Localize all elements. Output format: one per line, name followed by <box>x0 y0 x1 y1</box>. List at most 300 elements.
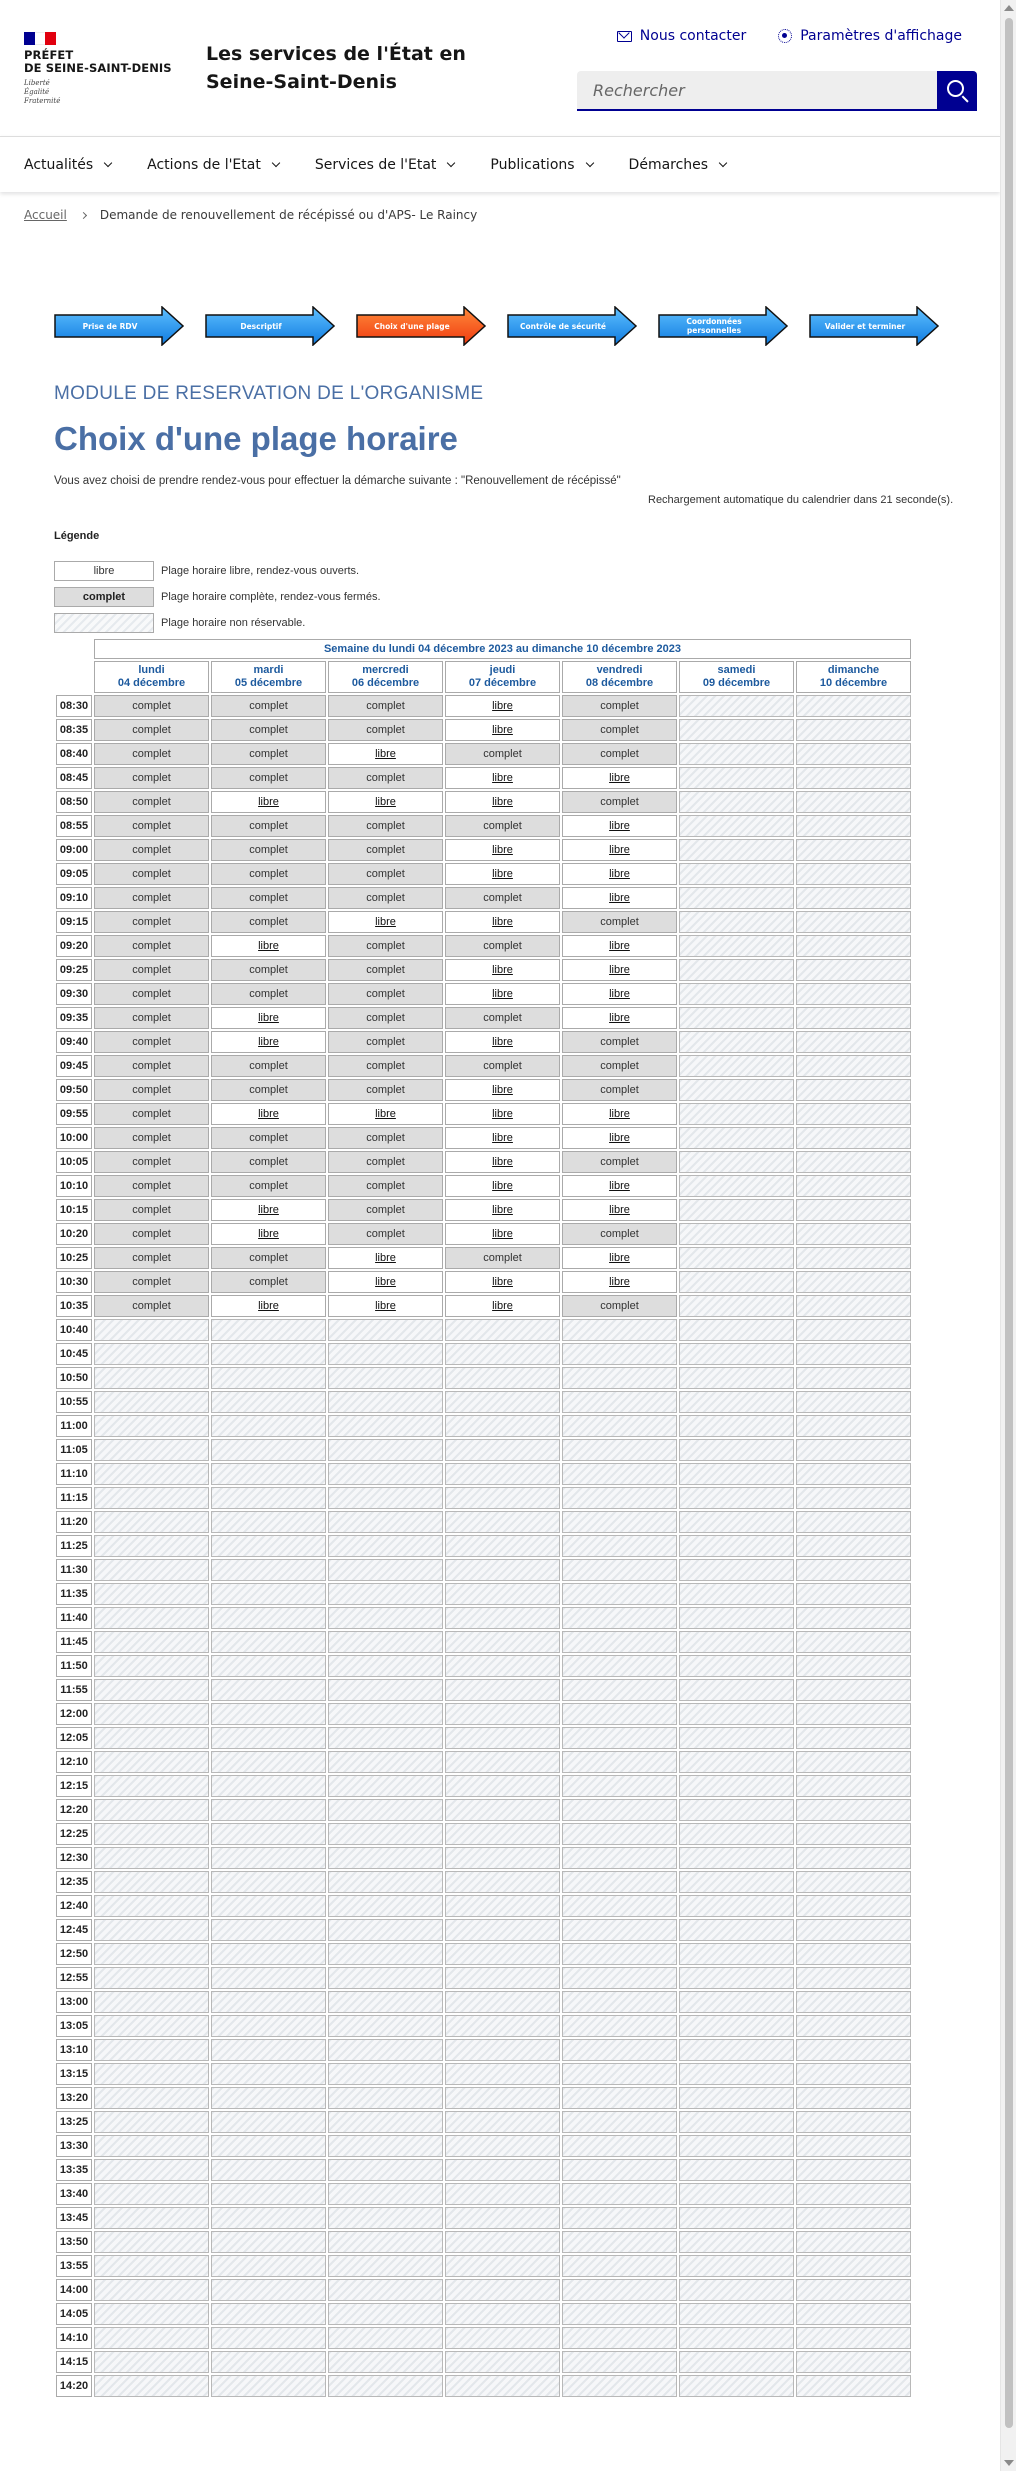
day-header <box>328 661 443 693</box>
search-button[interactable] <box>937 71 977 111</box>
slot-unavailable <box>328 2279 443 2301</box>
slot-unavailable <box>94 1991 209 2013</box>
slot-unavailable <box>562 1583 677 1605</box>
nav-item-actualites[interactable]: Actualités <box>24 157 111 173</box>
slot-full: complet <box>445 935 560 957</box>
slot-unavailable <box>211 1391 326 1413</box>
slot-unavailable <box>796 1943 911 1965</box>
calendar-row <box>56 1199 911 1221</box>
book-slot-link[interactable]: libre <box>258 940 279 952</box>
slot-unavailable <box>328 1823 443 1845</box>
calendar-row <box>56 1391 911 1413</box>
book-slot-link[interactable]: libre <box>492 868 513 880</box>
slot-free[interactable] <box>562 983 677 1005</box>
slot-unavailable <box>211 2207 326 2229</box>
book-slot-link[interactable]: libre <box>492 1132 513 1144</box>
slot-time: 10:15 <box>56 1199 92 1221</box>
calendar-row <box>56 2351 911 2373</box>
calendar-row <box>56 2303 911 2325</box>
book-slot-link[interactable]: libre <box>609 892 630 904</box>
slot-unavailable <box>679 2255 794 2277</box>
slot-unavailable <box>796 2135 911 2157</box>
slot-time: 08:30 <box>56 695 92 717</box>
slot-free[interactable] <box>445 695 560 717</box>
slot-unavailable <box>562 1319 677 1341</box>
vertical-scrollbar[interactable] <box>1000 0 1016 2471</box>
slot-unavailable <box>679 983 794 1005</box>
slot-free[interactable] <box>445 1079 560 1101</box>
slot-free[interactable] <box>562 935 677 957</box>
slot-unavailable <box>211 2039 326 2061</box>
slot-full: complet <box>562 719 677 741</box>
slot-unavailable <box>796 719 911 741</box>
book-slot-link[interactable]: libre <box>609 1132 630 1144</box>
step-label: Descriptif <box>240 321 282 331</box>
slot-time: 14:05 <box>56 2303 92 2325</box>
slot-free[interactable] <box>562 1103 677 1125</box>
book-slot-link[interactable]: libre <box>492 916 513 928</box>
slot-unavailable <box>679 1919 794 1941</box>
slot-unavailable <box>445 1919 560 1941</box>
book-slot-link[interactable]: libre <box>375 1276 396 1288</box>
slot-unavailable <box>211 1799 326 1821</box>
search-input[interactable] <box>577 71 937 111</box>
book-slot-link[interactable]: libre <box>609 940 630 952</box>
breadcrumb <box>24 208 477 222</box>
nav-item-services[interactable]: Services de l'Etat <box>315 157 455 173</box>
calendar-row <box>56 1463 911 1485</box>
slot-unavailable <box>562 2087 677 2109</box>
book-slot-link[interactable]: libre <box>609 1012 630 1024</box>
calendar-row <box>56 1079 911 1101</box>
slot-time: 09:10 <box>56 887 92 909</box>
calendar-row <box>56 1103 911 1125</box>
calendar-row <box>56 1799 911 1821</box>
slot-unavailable <box>328 1511 443 1533</box>
slot-unavailable <box>679 1679 794 1701</box>
slot-free[interactable] <box>445 1199 560 1221</box>
slot-free[interactable] <box>328 1271 443 1293</box>
book-slot-link[interactable]: libre <box>492 724 513 736</box>
slot-free[interactable] <box>562 815 677 837</box>
slot-unavailable <box>94 2231 209 2253</box>
slot-free[interactable] <box>211 1223 326 1245</box>
slot-free[interactable] <box>562 1199 677 1221</box>
slot-unavailable <box>445 2159 560 2181</box>
slot-free[interactable] <box>562 839 677 861</box>
slot-unavailable <box>211 1751 326 1773</box>
slot-time: 13:25 <box>56 2111 92 2133</box>
slot-unavailable <box>94 2111 209 2133</box>
slot-free[interactable] <box>562 887 677 909</box>
slot-unavailable <box>445 2111 560 2133</box>
book-slot-link[interactable]: libre <box>258 1036 279 1048</box>
slot-unavailable <box>562 1775 677 1797</box>
slot-unavailable <box>445 1631 560 1653</box>
slot-unavailable <box>679 1391 794 1413</box>
slot-full: complet <box>94 1031 209 1053</box>
slot-unavailable <box>328 1343 443 1365</box>
book-slot-link[interactable]: libre <box>258 1204 279 1216</box>
book-slot-link[interactable]: libre <box>492 1036 513 1048</box>
book-slot-link[interactable]: libre <box>375 916 396 928</box>
slot-unavailable <box>562 1367 677 1389</box>
slot-unavailable <box>445 2351 560 2373</box>
slot-unavailable <box>679 2063 794 2085</box>
slot-free[interactable] <box>562 1271 677 1293</box>
slot-free[interactable] <box>211 1295 326 1317</box>
slot-unavailable <box>328 2303 443 2325</box>
slot-full: complet <box>94 1199 209 1221</box>
slot-free[interactable] <box>445 767 560 789</box>
slot-time: 10:00 <box>56 1127 92 1149</box>
slot-free[interactable] <box>328 1247 443 1269</box>
slot-unavailable <box>445 1487 560 1509</box>
slot-free[interactable] <box>445 1223 560 1245</box>
slot-free[interactable] <box>445 911 560 933</box>
slot-free[interactable] <box>328 911 443 933</box>
slot-unavailable <box>328 1679 443 1701</box>
slot-free[interactable] <box>211 791 326 813</box>
book-slot-link[interactable]: libre <box>609 1252 630 1264</box>
slot-unavailable <box>679 1847 794 1869</box>
scroll-up-icon[interactable] <box>1004 5 1014 11</box>
slot-time: 13:10 <box>56 2039 92 2061</box>
book-slot-link[interactable]: libre <box>609 1276 630 1288</box>
slot-free[interactable] <box>445 791 560 813</box>
book-slot-link[interactable]: libre <box>609 964 630 976</box>
slot-free[interactable] <box>211 1031 326 1053</box>
scroll-down-icon[interactable] <box>1004 2460 1014 2466</box>
calendar-row <box>56 935 911 957</box>
slot-unavailable <box>445 1655 560 1677</box>
slot-free[interactable] <box>211 935 326 957</box>
site-title[interactable]: Les services de l'État en Seine-Saint-Denis <box>206 43 466 93</box>
calendar-row <box>56 2375 911 2397</box>
calendar-row <box>56 1967 911 1989</box>
slot-unavailable <box>94 2039 209 2061</box>
slot-free[interactable] <box>445 863 560 885</box>
slot-full: complet <box>328 1007 443 1029</box>
book-slot-link[interactable]: libre <box>492 1300 513 1312</box>
book-slot-link[interactable]: libre <box>375 748 396 760</box>
slot-unavailable <box>94 2135 209 2157</box>
slot-free[interactable] <box>562 767 677 789</box>
slot-unavailable <box>679 1607 794 1629</box>
slot-free[interactable] <box>328 791 443 813</box>
slot-unavailable <box>94 1847 209 1869</box>
slot-unavailable <box>445 1367 560 1389</box>
book-slot-link[interactable]: libre <box>258 1228 279 1240</box>
slot-free[interactable] <box>562 1247 677 1269</box>
slot-unavailable <box>94 2375 209 2397</box>
slot-full: complet <box>211 743 326 765</box>
book-slot-link[interactable]: libre <box>492 1156 513 1168</box>
step-4 <box>507 306 637 346</box>
slot-unavailable <box>796 839 911 861</box>
slot-unavailable <box>796 1967 911 1989</box>
slot-full: complet <box>328 1031 443 1053</box>
breadcrumb-home-link[interactable]: Accueil <box>24 208 67 222</box>
book-slot-link[interactable]: libre <box>492 1276 513 1288</box>
slot-unavailable <box>328 2327 443 2349</box>
book-slot-link[interactable]: libre <box>492 700 513 712</box>
slot-unavailable <box>94 1439 209 1461</box>
slot-unavailable <box>679 2231 794 2253</box>
slot-free[interactable] <box>445 1127 560 1149</box>
slot-free[interactable] <box>445 1271 560 1293</box>
slot-time: 14:20 <box>56 2375 92 2397</box>
slot-unavailable <box>445 2231 560 2253</box>
slot-unavailable <box>94 1631 209 1653</box>
chevron-right-icon <box>80 211 87 218</box>
legend-full-text: Plage horaire complète, rendez-vous fermés. <box>161 591 381 603</box>
slot-unavailable <box>679 1943 794 1965</box>
book-slot-link[interactable]: libre <box>609 1108 630 1120</box>
slot-time: 13:35 <box>56 2159 92 2181</box>
breadcrumb-current: Demande de renouvellement de récépissé ou d'APS- Le Raincy <box>99 208 478 222</box>
slot-full: complet <box>328 983 443 1005</box>
slot-unavailable <box>328 1439 443 1461</box>
slot-full: complet <box>328 1175 443 1197</box>
slot-unavailable <box>796 2255 911 2277</box>
calendar-row <box>56 1847 911 1869</box>
slot-free[interactable] <box>328 1295 443 1317</box>
slot-unavailable <box>679 1511 794 1533</box>
book-slot-link[interactable]: libre <box>258 1012 279 1024</box>
slot-unavailable <box>796 1175 911 1197</box>
slot-full: complet <box>211 767 326 789</box>
slot-full: complet <box>562 743 677 765</box>
slot-time: 09:50 <box>56 1079 92 1101</box>
slot-time: 11:35 <box>56 1583 92 1605</box>
book-slot-link[interactable]: libre <box>609 844 630 856</box>
slot-unavailable <box>328 1319 443 1341</box>
book-slot-link[interactable]: libre <box>492 844 513 856</box>
slot-unavailable <box>445 1967 560 1989</box>
calendar-row <box>56 1007 911 1029</box>
slot-unavailable <box>796 1679 911 1701</box>
slot-unavailable <box>679 1079 794 1101</box>
slot-unavailable <box>211 2303 326 2325</box>
slot-unavailable <box>796 1487 911 1509</box>
slot-unavailable <box>211 1847 326 1869</box>
calendar-row <box>56 1175 911 1197</box>
slot-unavailable <box>796 2111 911 2133</box>
book-slot-link[interactable]: libre <box>492 964 513 976</box>
book-slot-link[interactable]: libre <box>609 1204 630 1216</box>
slot-free[interactable] <box>445 959 560 981</box>
slot-unavailable <box>679 1151 794 1173</box>
slot-free[interactable] <box>328 1103 443 1125</box>
slot-unavailable <box>562 1343 677 1365</box>
slot-time: 13:05 <box>56 2015 92 2037</box>
slot-free[interactable] <box>562 863 677 885</box>
slot-unavailable <box>562 1607 677 1629</box>
scrollbar-thumb[interactable] <box>1005 18 1013 2428</box>
book-slot-link[interactable]: libre <box>492 988 513 1000</box>
booking-calendar <box>54 637 913 2399</box>
day-date: 04 décembre <box>117 677 186 689</box>
display-settings-link[interactable]: Paramètres d'affichage <box>778 28 962 44</box>
slot-unavailable <box>328 2015 443 2037</box>
calendar-row <box>56 1319 911 1341</box>
slot-full: complet <box>94 1247 209 1269</box>
slot-full: complet <box>211 719 326 741</box>
book-slot-link[interactable]: libre <box>492 1180 513 1192</box>
contact-link[interactable]: Nous contacter <box>617 28 746 44</box>
slot-free[interactable] <box>562 1127 677 1149</box>
slot-time: 12:25 <box>56 1823 92 1845</box>
slot-free[interactable] <box>445 719 560 741</box>
book-slot-link[interactable]: libre <box>609 868 630 880</box>
slot-unavailable <box>211 1919 326 1941</box>
slot-unavailable <box>445 2279 560 2301</box>
slot-unavailable <box>211 1943 326 1965</box>
slot-unavailable <box>562 1967 677 1989</box>
slot-unavailable <box>445 1799 560 1821</box>
calendar-row <box>56 1991 911 2013</box>
slot-unavailable <box>562 1463 677 1485</box>
slot-unavailable <box>679 1415 794 1437</box>
slot-time: 09:00 <box>56 839 92 861</box>
calendar-row <box>56 2087 911 2109</box>
slot-unavailable <box>94 1871 209 1893</box>
book-slot-link[interactable]: libre <box>375 1108 396 1120</box>
book-slot-link[interactable]: libre <box>375 1252 396 1264</box>
book-slot-link[interactable]: libre <box>492 772 513 784</box>
slot-free[interactable] <box>445 1151 560 1173</box>
book-slot-link[interactable]: libre <box>492 1228 513 1240</box>
slot-time: 12:10 <box>56 1751 92 1773</box>
slot-full: complet <box>445 743 560 765</box>
slot-free[interactable] <box>445 1175 560 1197</box>
slot-full: complet <box>445 887 560 909</box>
slot-free[interactable] <box>211 1007 326 1029</box>
slot-unavailable <box>562 2135 677 2157</box>
slot-unavailable <box>679 2159 794 2181</box>
slot-unavailable <box>796 1535 911 1557</box>
slot-unavailable <box>211 1415 326 1437</box>
book-slot-link[interactable]: libre <box>492 796 513 808</box>
book-slot-link[interactable]: libre <box>609 988 630 1000</box>
slot-time: 10:30 <box>56 1271 92 1293</box>
slot-unavailable <box>211 2351 326 2373</box>
slot-free[interactable] <box>445 839 560 861</box>
slot-time: 11:25 <box>56 1535 92 1557</box>
book-slot-link[interactable]: libre <box>609 772 630 784</box>
slot-unavailable <box>211 2279 326 2301</box>
slot-unavailable <box>445 2135 560 2157</box>
slot-unavailable <box>679 1127 794 1149</box>
book-slot-link[interactable]: libre <box>609 820 630 832</box>
book-slot-link[interactable]: libre <box>375 796 396 808</box>
slot-unavailable <box>211 2087 326 2109</box>
slot-full: complet <box>94 1103 209 1125</box>
slot-free[interactable] <box>445 1031 560 1053</box>
republic-motto: Liberté Égalité Fraternité <box>24 79 61 105</box>
book-slot-link[interactable]: libre <box>492 1108 513 1120</box>
slot-unavailable <box>445 2303 560 2325</box>
slot-unavailable <box>679 1991 794 2013</box>
slot-unavailable <box>94 2279 209 2301</box>
nav-item-demarches[interactable]: Démarches <box>629 157 727 173</box>
prefet-logo[interactable] <box>24 32 174 106</box>
day-date: 10 décembre <box>819 677 888 689</box>
book-slot-link[interactable]: libre <box>609 1180 630 1192</box>
book-slot-link[interactable]: libre <box>258 1300 279 1312</box>
legend-row-free <box>54 561 381 581</box>
calendar-row <box>56 839 911 861</box>
slot-unavailable <box>328 1799 443 1821</box>
slot-unavailable <box>796 1055 911 1077</box>
nav-item-publications[interactable]: Publications <box>490 157 592 173</box>
slot-unavailable <box>328 2135 443 2157</box>
slot-full: complet <box>211 1175 326 1197</box>
slot-free[interactable] <box>562 1175 677 1197</box>
day-header <box>94 661 209 693</box>
nav-item-actions[interactable]: Actions de l'Etat <box>147 157 279 173</box>
legend-row-full <box>54 587 381 607</box>
slot-unavailable <box>211 1463 326 1485</box>
slot-full: complet <box>211 839 326 861</box>
slot-unavailable <box>796 1919 911 1941</box>
calendar-row <box>56 1343 911 1365</box>
slot-unavailable <box>562 2159 677 2181</box>
slot-unavailable <box>328 2063 443 2085</box>
slot-unavailable <box>211 1487 326 1509</box>
slot-time: 11:20 <box>56 1511 92 1533</box>
legend-title: Légende <box>54 530 100 542</box>
book-slot-link[interactable]: libre <box>492 1084 513 1096</box>
slot-unavailable <box>94 1343 209 1365</box>
book-slot-link[interactable]: libre <box>258 1108 279 1120</box>
slot-free[interactable] <box>211 1103 326 1125</box>
calendar-row <box>56 1415 911 1437</box>
slot-unavailable <box>445 1511 560 1533</box>
slot-full: complet <box>94 1127 209 1149</box>
slot-unavailable <box>796 1343 911 1365</box>
book-slot-link[interactable]: libre <box>492 1204 513 1216</box>
slot-unavailable <box>445 1991 560 2013</box>
calendar-corner <box>56 639 92 659</box>
slot-free[interactable] <box>445 983 560 1005</box>
calendar-row <box>56 1751 911 1773</box>
slot-full: complet <box>328 1151 443 1173</box>
chevron-down-icon <box>447 159 455 167</box>
calendar-row <box>56 1367 911 1389</box>
slot-unavailable <box>445 1679 560 1701</box>
book-slot-link[interactable]: libre <box>258 796 279 808</box>
slot-full: complet <box>328 767 443 789</box>
slot-unavailable <box>796 791 911 813</box>
slot-unavailable <box>562 1559 677 1581</box>
slot-free[interactable] <box>328 743 443 765</box>
slot-free[interactable] <box>445 1103 560 1125</box>
slot-free[interactable] <box>211 1199 326 1221</box>
slot-unavailable <box>796 1727 911 1749</box>
book-slot-link[interactable]: libre <box>375 1300 396 1312</box>
slot-unavailable <box>796 1391 911 1413</box>
slot-free[interactable] <box>562 1007 677 1029</box>
slot-free[interactable] <box>562 959 677 981</box>
day-header <box>679 661 794 693</box>
slot-free[interactable] <box>445 1295 560 1317</box>
calendar-row <box>56 2183 911 2205</box>
slot-time: 08:40 <box>56 743 92 765</box>
slot-unavailable <box>679 743 794 765</box>
slot-full: complet <box>562 1079 677 1101</box>
